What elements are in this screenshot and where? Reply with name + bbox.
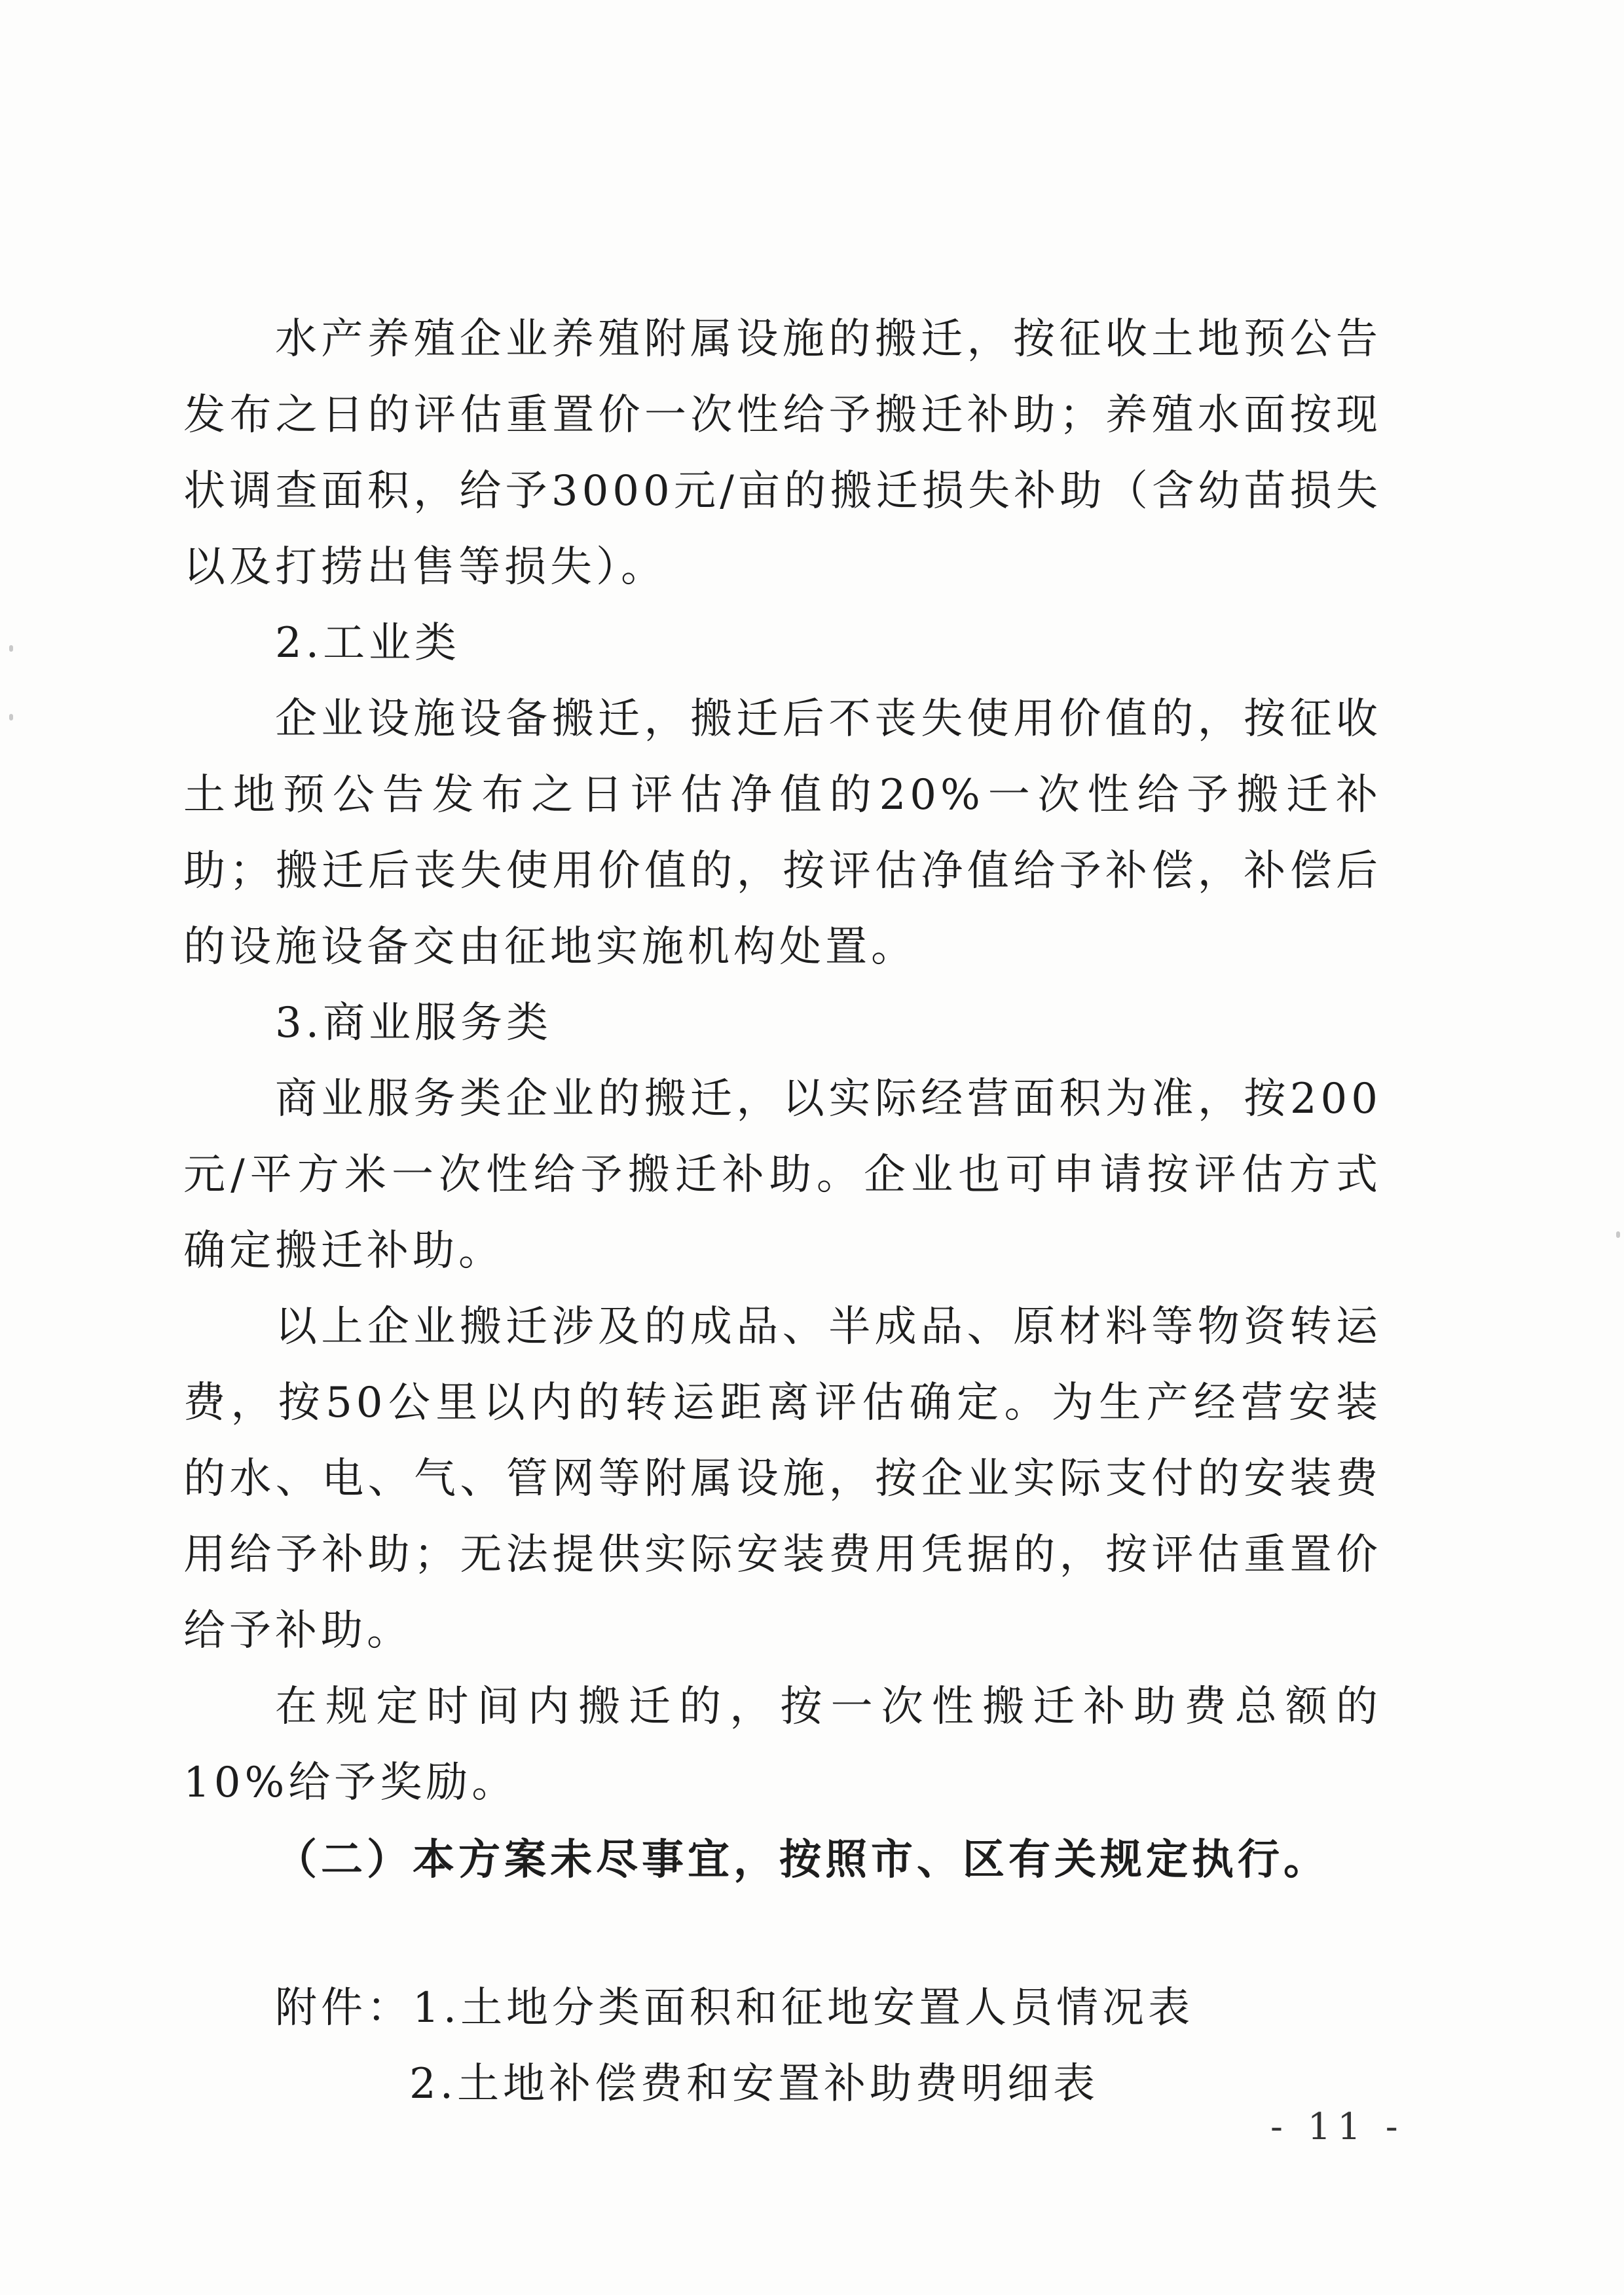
attachment-item-2: 2.土地补偿费和安置补助费明细表 [409,2060,1099,2108]
attachment-item-1: 1.土地分类面积和征地安置人员情况表 [413,1984,1194,2032]
scan-speck [1616,1231,1620,1238]
paragraph-reward: 在规定时间内搬迁的，按一次性搬迁补助费总额的10%给予奖励。 [183,1683,1382,1807]
paragraph-industrial: 企业设施设备搬迁，搬迁后不丧失使用价值的，按征收土地预公告发布之日评估净值的20%一次性给予搬迁补助；搬迁后丧失使用价值的，按评估净值给予补偿，补偿后的设施设备交由征地实施机构处置。 [183,695,1382,971]
paragraph-aquaculture: 水产养殖企业养殖附属设施的搬迁，按征收土地预公告发布之日的评估重置价一次性给予搬迁补助；养殖水面按现状调查面积，给予3000元/亩的搬迁损失补助（含幼苗损失以及打捞出售等损失）。 [183,315,1382,591]
heading-commercial: 3.商业服务类 [275,999,553,1047]
body-text [183,301,1382,2122]
attachments-label: 附件： [275,1984,413,2032]
paragraph-commercial: 商业服务类企业的搬迁，以实际经营面积为准，按200元/平方米一次性给予搬迁补助。企业也可申请按评估方式确定搬迁补助。 [183,1075,1382,1275]
paragraph-transport: 以上企业搬迁涉及的成品、半成品、原材料等物资转运费，按50公里以内的转运距离评估确定。为生产经营安装的水、电、气、管网等附属设施，按企业实际支付的安装费用给予补助；无法提供实际安装费用凭据的，按评估重置价给予补助。 [183,1303,1382,1655]
section-two-line: （二）本方案未尽事宜，按照市、区有关规定执行。 [275,1835,1329,1884]
page-number: - 11 - [1270,2106,1405,2148]
heading-industrial: 2.工业类 [275,619,461,667]
attachment-row-1 [183,1970,1382,2046]
scan-speck [9,645,13,652]
scan-speck [9,714,13,720]
attachments [183,1970,1382,2122]
